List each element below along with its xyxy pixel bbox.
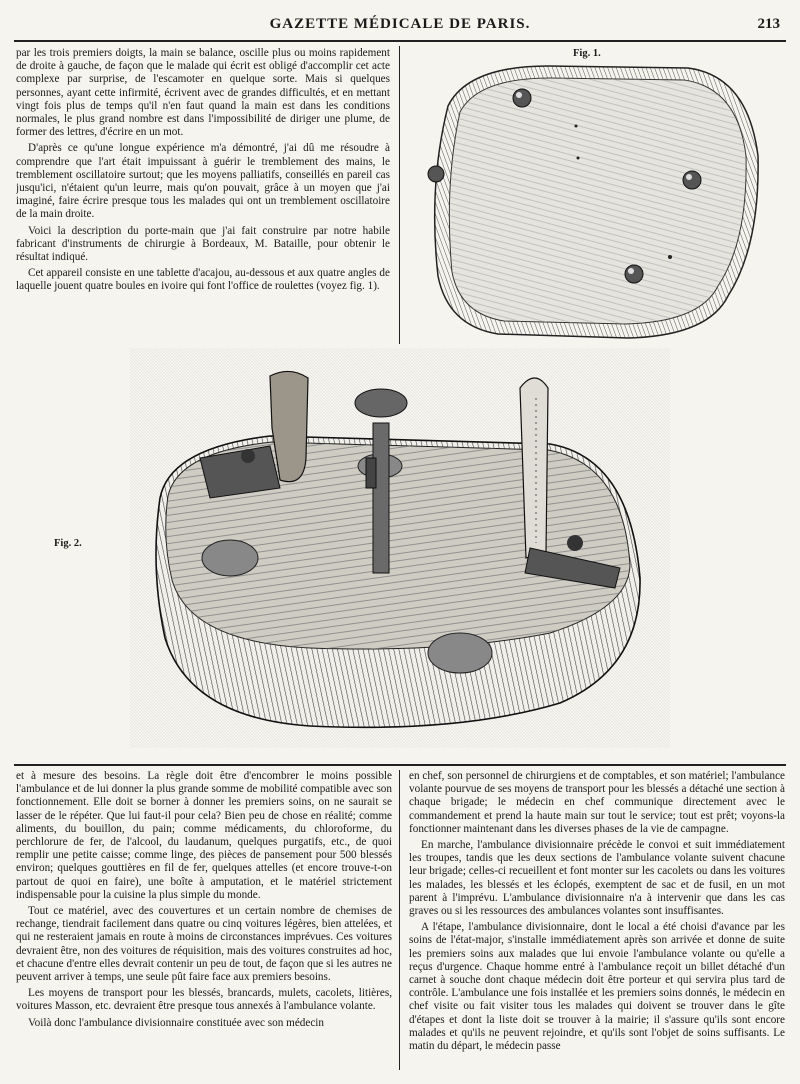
paragraph: et à mesure des besoins. La règle doit être d'encombrer le moins possible l'ambulance et de lui donner la plus grande somme de mobilité compatible avec son fonctionnement. Elle doit se borner à donner les premiers soins, on ne saurait se lasser de le répéter. Que lui faut-il pour cela? Bien peu de chose en réalité; comme aliments, du bouillon, du pain; comme médicaments, du chloroforme, du perchlorure de fer, de l'alcool, du laudanum, quelques purgatifs, etc., de quoi remplir une petite caisse; comme linge, des pièces de pansement pour 500 blessés environ; quelques gouttières en fil de fer, quelques attelles (et encore trouve-t-on partout de quoi en faire), une boîte à amputation, et le matériel strictement indispensable pour la cuisine la plus simple du monde. (16, 770, 392, 901)
figure-2-label: Fig. 2. (54, 538, 82, 549)
journal-title: GAZETTE MÉDICALE DE PARIS. (269, 16, 531, 32)
column-divider (399, 46, 400, 344)
figure-2 (130, 348, 670, 748)
page-number: 213 (757, 16, 780, 32)
section-divider (14, 764, 786, 766)
paragraph: Voici la description du porte-main que j'ai fait construire par notre habile fabricant d'instruments de chirurgie à Bordeaux, M. Bataille, pour obtenir le résultat indiqué. (16, 224, 390, 264)
paragraph: Cet appareil consiste en une tablette d'acajou, au-dessous et aux quatre angles de laquelle jouent quatre boules en ivoire qui font l'office de roulettes (voyez fig. 1). (16, 267, 390, 293)
paragraph: Voilà donc l'ambulance divisionnaire constituée avec son médecin (28, 1016, 325, 1029)
figure-1-label: Fig. 1. (573, 48, 601, 59)
porte-main-device-illustration (130, 348, 670, 748)
figure-1 (408, 46, 784, 346)
paragraph: A l'étape, l'ambulance divisionnaire, dont le local a été choisi d'avance par les soins de l'état-major, s'installe immédiatement après son arrivée et donne de suite les premiers soins aux malades que lui envoie l'ambulance volante ou qu'elle a reçus d'urgence. Chaque homme entré à l'ambulance reçoit un billet détaché d'un carnet à souche dont chaque médecin doit être porteur et qui servira plus tard de contrôle. L'ambulance une fois installée et les premiers soins donnés, le médecin en chef visite ou fait visiter tous les malades qui doivent se trouver dans le gîte d'étapes et dont la liste doit se trouver à la mairie; il s'assure qu'ils sont encore malades et qu'ils ne peuvent rejoindre, et qu'ils sont l'objet de soins suffisants. Le matin du départ, le médecin passe (409, 921, 785, 1053)
paragraph: en chef, son personnel de chirurgiens et de comptables, et son matériel; l'ambulance volante pourvue de ses moyens de transport pour les blessés a détaché une section à chaque brigade; le médecin en chef communique directement avec le commandement et prend la haute main sur tout le service; tout est prêt; voyons-la fonctionner maintenant dans les diverses phases de la vie de campagne. (409, 770, 785, 835)
paragraph: par les trois premiers doigts, la main se balance, oscille plus ou moins rapidement de droite à gauche, de façon que le malade qui écrit est obligé d'accomplir cet acte complexe par surprise, de l'escamoter en quelque sorte. Mais si quelques personnes, ayant cette infirmité, écrivent avec de grandes difficultés, et en mettant vingt fois plus de temps qu'il n'en faut quand la main est dans les conditions normales, le plus grand nombre est dans l'impossibilité de diriger une plume, de former des lettres, d'écrire en un mot. (16, 47, 390, 139)
paragraph: D'après ce qu'une longue expérience m'a démontré, j'ai dû me résoudre à comprendre que l'art était impuissant à guérir le tremblement des mains, le tremblement oscillatoire surtout; que les moyens palliatifs, conseillés en pareil cas jusqu'ici, n'étaient qu'un leurre, mais qu'on pouvait, grâce à un moyen que j'ai imaginé, faire écrire presque tous les malades qui ont un tremblement oscillatoire de la main droite. (16, 142, 390, 221)
tablet-underside-illustration (408, 46, 784, 346)
top-left-column (16, 47, 390, 345)
bottom-right-column (409, 770, 785, 1070)
column-divider (399, 770, 400, 1070)
paragraph: Tout ce matériel, avec des couvertures et un certain nombre de chemises de rechange, tiendrait facilement dans quatre ou cinq voitures légères, bien attelées, et qui ne resteraient jamais en route à moins de circonstances imprévues. Ces voitures devraient être, non des voitures de réquisition, mais des voitures construites ad hoc, et chacune d'entre elles devrait contenir un peu de tout, de façon que si les autres ne peuvent arriver à temps, une seule pût faire face aux premiers besoins. (16, 905, 392, 984)
bottom-left-column (16, 770, 392, 1070)
paragraph: Les moyens de transport pour les blessés, brancards, mulets, cacolets, litières, voitures Masson, etc. devraient être presque tous annexés à l'ambulance volante. (16, 987, 392, 1013)
paragraph: En marche, l'ambulance divisionnaire précède le convoi et suit immédiatement les troupes, tandis que les deux sections de l'ambulance volante suivent chacune leur brigade; celles-ci recueillent et font monter sur les cacolets ou dans les voitures les malades, les blessés et les éclopés, exemptent de sac et de fusil, en un mot parent à l'imprévu. L'ambulance divisionnaire n'a à intervenir que dans les cas graves ou si les ressources des ambulances volantes sont insuffisantes. (409, 839, 785, 918)
page-header (14, 14, 786, 42)
